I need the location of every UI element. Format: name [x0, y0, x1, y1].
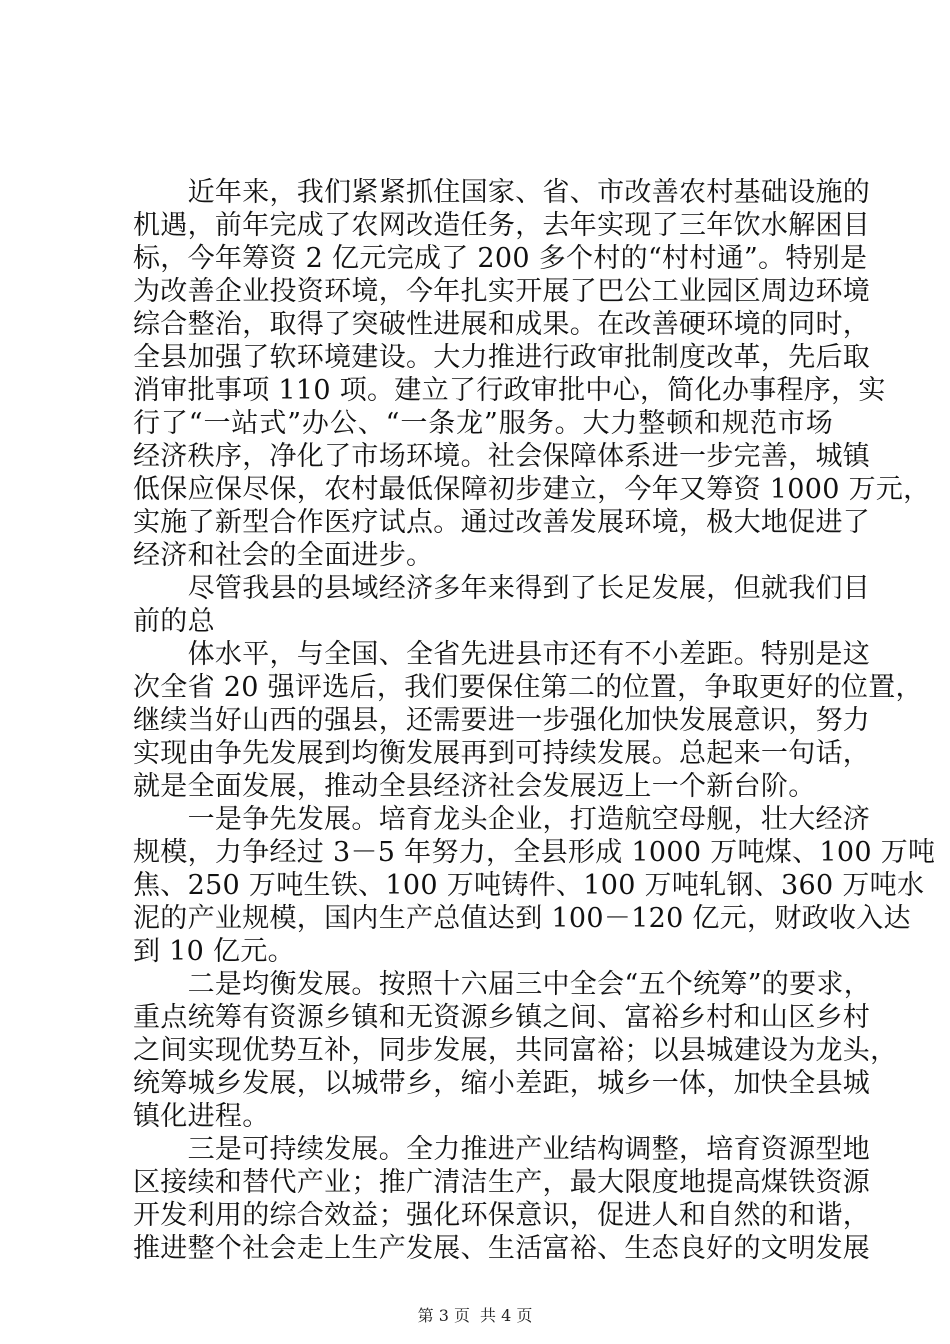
page-number: 第 3 页 — [417, 1306, 470, 1325]
text-line: 低保应保尽保，农村最低保障初步建立，今年又筹资 1000 万元， — [133, 474, 931, 505]
text-line: 近年来，我们紧紧抓住国家、省、市改善农村基础设施的 — [133, 177, 871, 208]
text-line: 重点统筹有资源乡镇和无资源乡镇之间、富裕乡村和山区乡村 — [133, 1002, 871, 1033]
text-line: 镇化进程。 — [133, 1101, 270, 1132]
text-line: 到 10 亿元。 — [133, 936, 295, 967]
text-line: 标，今年筹资 2 亿元完成了 200 多个村的“村村通”。特别是 — [133, 243, 868, 274]
text-line: 前的总 — [133, 606, 215, 637]
text-line: 经济秩序，净化了市场环境。社会保障体系进一步完善，城镇 — [133, 441, 871, 472]
text-line: 焦、250 万吨生铁、100 万吨铸件、100 万吨轧钢、360 万吨水 — [133, 870, 925, 901]
document-body — [133, 176, 936, 1265]
text-line: 实现由争先发展到均衡发展再到可持续发展。总起来一句话， — [133, 738, 871, 769]
text-line: 开发利用的综合效益；强化环保意识，促进人和自然的和谐， — [133, 1200, 871, 1231]
text-line: 二是均衡发展。按照十六届三中全会“五个统筹”的要求， — [133, 969, 872, 1000]
text-line: 消审批事项 110 项。建立了行政审批中心，简化办事程序，实 — [133, 375, 886, 406]
page-total: 共 4 页 — [480, 1306, 533, 1325]
text-line: 机遇，前年完成了农网改造任务，去年实现了三年饮水解困目 — [133, 210, 871, 241]
page-footer — [0, 1303, 950, 1326]
text-line: 规模，力争经过 3－5 年努力，全县形成 1000 万吨煤、100 万吨 — [133, 837, 936, 868]
text-line: 尽管我县的县域经济多年来得到了长足发展，但就我们目 — [133, 573, 871, 604]
text-line: 就是全面发展，推动全县经济社会发展迈上一个新台阶。 — [133, 771, 816, 802]
text-line: 综合整治，取得了突破性进展和成果。在改善硬环境的同时， — [133, 309, 871, 340]
text-line: 之间实现优势互补，同步发展，共同富裕；以县城建设为龙头， — [133, 1035, 898, 1066]
text-line: 全县加强了软环境建设。大力推进行政审批制度改革，先后取 — [133, 342, 871, 373]
text-line: 泥的产业规模，国内生产总值达到 100－120 亿元，财政收入达 — [133, 903, 911, 934]
text-line: 体水平，与全国、全省先进县市还有不小差距。特别是这 — [133, 639, 871, 670]
text-line: 继续当好山西的强县，还需要进一步强化加快发展意识，努力 — [133, 705, 871, 736]
text-line: 三是可持续发展。全力推进产业结构调整，培育资源型地 — [133, 1134, 871, 1165]
text-line: 区接续和替代产业；推广清洁生产，最大限度地提高煤铁资源 — [133, 1167, 871, 1198]
text-line: 次全省 20 强评选后，我们要保住第二的位置，争取更好的位置， — [133, 672, 923, 703]
text-line: 为改善企业投资环境，今年扎实开展了巴公工业园区周边环境 — [133, 276, 871, 307]
text-line: 实施了新型合作医疗试点。通过改善发展环境，极大地促进了 — [133, 507, 871, 538]
text-line: 一是争先发展。培育龙头企业，打造航空母舰，壮大经济 — [133, 804, 871, 835]
text-line: 经济和社会的全面进步。 — [133, 540, 434, 571]
text-line: 统筹城乡发展，以城带乡，缩小差距，城乡一体，加快全县城 — [133, 1068, 871, 1099]
text-line: 行了“一站式”办公、“一条龙”服务。大力整顿和规范市场 — [133, 408, 833, 439]
text-line: 推进整个社会走上生产发展、生活富裕、生态良好的文明发展 — [133, 1233, 871, 1264]
